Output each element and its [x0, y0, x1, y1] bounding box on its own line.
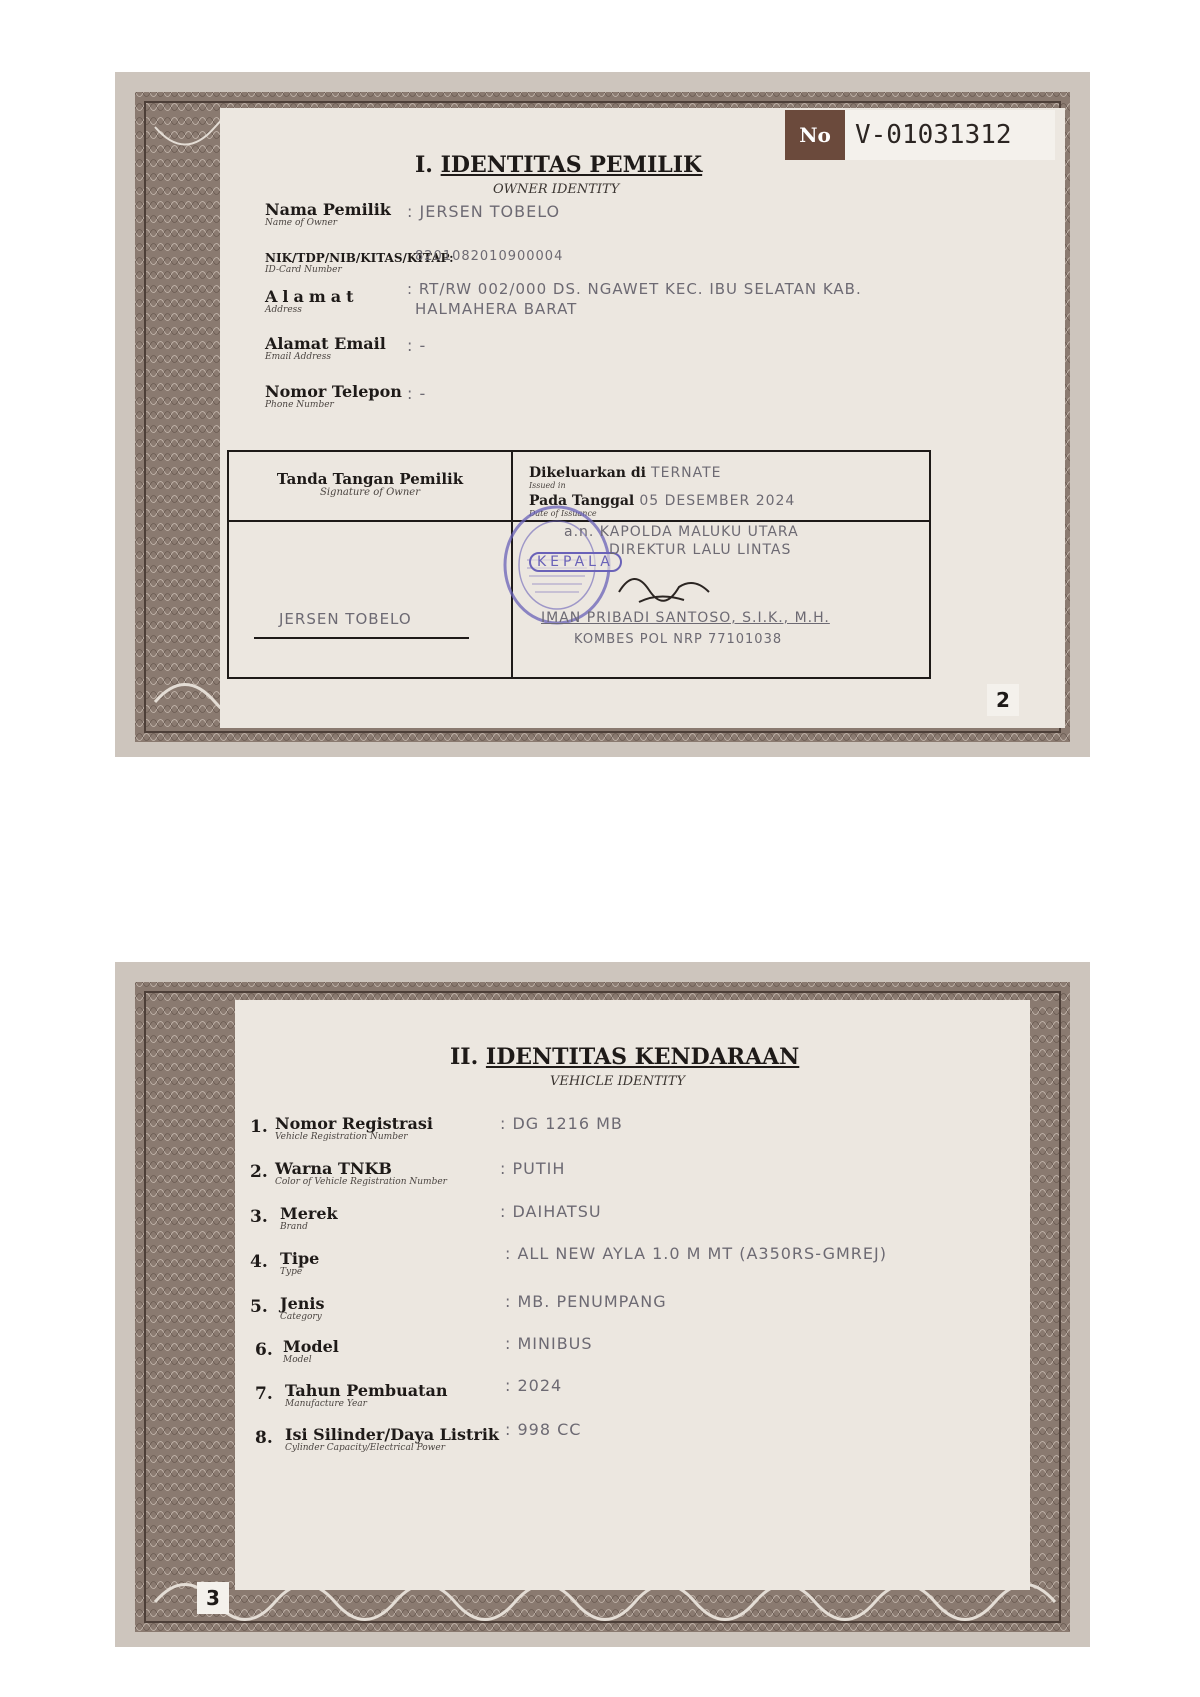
field-value: DAIHATSU: [512, 1202, 602, 1221]
page-number: 3: [197, 1582, 229, 1614]
field-value-model: : MINIBUS: [505, 1334, 593, 1353]
issued-label: Dikeluarkan di: [529, 465, 646, 481]
field-value: 2024: [517, 1376, 563, 1395]
field-number: 2.: [250, 1162, 268, 1182]
field-number: 3.: [250, 1207, 268, 1227]
field-value-address-line2: HALMAHERA BARAT: [415, 300, 578, 318]
field-sublabel: Brand: [280, 1222, 308, 1232]
field-engine-capacity: [285, 1425, 499, 1453]
field-number: 7.: [255, 1384, 273, 1404]
field-separator: :: [407, 280, 414, 298]
stamp-label: KEPALA: [529, 552, 622, 572]
field-value-registration-number: : DG 1216 MB: [500, 1114, 623, 1133]
official-signature: [609, 562, 719, 612]
issued-in: [529, 462, 722, 490]
field-owner-name: [265, 200, 391, 228]
field-label: Nama Pemilik: [265, 200, 391, 219]
field-label: Nomor Telepon: [265, 382, 402, 401]
field-value-id-number: [415, 249, 563, 264]
official-name: IMAN PRIBADI SANTOSO, S.I.K., M.H.: [541, 610, 830, 626]
field-number: 4.: [250, 1252, 268, 1272]
vehicle-identity-page: [115, 962, 1090, 1647]
field-address: [265, 287, 359, 315]
owner-signature-sublabel: Signature of Owner: [320, 487, 420, 498]
field-plate-color: [275, 1159, 447, 1187]
signature-line: [254, 637, 469, 639]
field-value-address: [407, 280, 862, 298]
section-title-text: IDENTITAS KENDARAAN: [485, 1044, 800, 1070]
official-rank: KOMBES POL NRP 77101038: [574, 632, 783, 647]
field-value: -: [419, 336, 427, 355]
number-label: No: [785, 110, 845, 160]
field-sublabel: Manufacture Year: [285, 1399, 367, 1409]
field-number: 8.: [255, 1428, 273, 1448]
field-label: NIK/TDP/NIB/KITAS/KITAP:: [265, 251, 454, 265]
owner-signature-name: JERSEN TOBELO: [279, 610, 412, 628]
section-title: [415, 152, 702, 178]
field-label: Tipe: [280, 1249, 320, 1268]
field-value-owner-name: [407, 202, 560, 221]
field-value: RT/RW 002/000 DS. NGAWET KEC. IBU SELATAN KAB.: [418, 280, 862, 298]
field-manufacture-year: [285, 1381, 448, 1409]
field-sublabel: Email Address: [265, 352, 331, 362]
field-value: DG 1216 MB: [512, 1114, 623, 1133]
field-value-engine-capacity: : 998 CC: [505, 1420, 582, 1439]
field-sublabel: Category: [280, 1312, 322, 1322]
number-value: V-01031312: [855, 120, 1012, 150]
section-title: [450, 1044, 799, 1070]
field-number: 1.: [250, 1117, 268, 1137]
field-label: Nomor Registrasi: [275, 1114, 433, 1133]
section-title-text: IDENTITAS PEMILIK: [440, 152, 703, 178]
field-value-manufacture-year: : 2024: [505, 1376, 563, 1395]
field-label: Warna TNKB: [275, 1159, 392, 1178]
field-separator: :: [407, 336, 414, 355]
field-value-phone: [407, 384, 426, 403]
field-sublabel: ID-Card Number: [265, 265, 342, 275]
field-label: Model: [283, 1337, 339, 1356]
field-model: [283, 1337, 339, 1365]
field-sublabel: Name of Owner: [265, 218, 338, 228]
section-subtitle: OWNER IDENTITY: [493, 182, 620, 197]
section-roman: II.: [450, 1044, 479, 1070]
field-value: MINIBUS: [517, 1334, 593, 1353]
field-sublabel: Cylinder Capacity/Electrical Power: [285, 1443, 446, 1453]
owner-identity-page: [115, 72, 1090, 757]
field-type: [280, 1249, 319, 1277]
field-value-category: : MB. PENUMPANG: [505, 1292, 667, 1311]
field-sublabel: Address: [265, 305, 302, 315]
field-number: 5.: [250, 1297, 268, 1317]
date-label: Pada Tanggal: [529, 493, 635, 509]
field-phone: [265, 382, 402, 410]
signature-table: [227, 450, 931, 679]
field-separator: :: [407, 384, 414, 403]
field-value: ALL NEW AYLA 1.0 M MT (A350RS-GMREJ): [517, 1244, 887, 1263]
field-sublabel: Color of Vehicle Registration Number: [275, 1177, 447, 1187]
field-value: 998 CC: [517, 1420, 582, 1439]
document-number-box: [785, 110, 1055, 160]
date-value: 05 DESEMBER 2024: [639, 493, 796, 509]
field-label: Alamat: [265, 287, 359, 306]
field-value-email: [407, 336, 426, 355]
field-label: Alamat Email: [265, 334, 386, 353]
field-sublabel: Model: [283, 1355, 312, 1365]
field-value: MB. PENUMPANG: [517, 1292, 667, 1311]
field-value: PUTIH: [512, 1159, 566, 1178]
official-line1: a.n. KAPOLDA MALUKU UTARA: [564, 524, 799, 540]
field-number: 6.: [255, 1340, 273, 1360]
field-label: Isi Silinder/Daya Listrik: [285, 1425, 499, 1444]
date-sublabel: Date of Issuance: [529, 509, 597, 518]
field-sublabel: Phone Number: [265, 400, 334, 410]
field-value-type: : ALL NEW AYLA 1.0 M MT (A350RS-GMREJ): [505, 1244, 887, 1263]
field-email: [265, 334, 386, 362]
section-roman: I.: [415, 152, 433, 178]
issued-sublabel: Issued in: [529, 481, 566, 490]
field-value: 8201082010900004: [415, 249, 564, 264]
field-registration-number: [275, 1114, 433, 1142]
field-sublabel: Type: [280, 1267, 303, 1277]
field-label: Tahun Pembuatan: [285, 1381, 448, 1400]
field-brand: [280, 1204, 338, 1232]
owner-signature-label: Tanda Tangan Pemilik: [276, 470, 464, 488]
field-sublabel: Vehicle Registration Number: [275, 1132, 408, 1142]
section-subtitle: VEHICLE IDENTITY: [550, 1074, 686, 1089]
field-label: Merek: [280, 1204, 338, 1223]
field-separator: :: [407, 202, 414, 221]
official-line2: DIREKTUR LALU LINTAS: [609, 542, 792, 558]
field-category: [280, 1294, 324, 1322]
field-value: -: [419, 384, 427, 403]
field-label: Jenis: [280, 1294, 325, 1313]
field-value-brand: : DAIHATSU: [500, 1202, 602, 1221]
field-value: JERSEN TOBELO: [419, 202, 561, 221]
owner-signature-header: [229, 470, 511, 497]
field-value-plate-color: : PUTIH: [500, 1159, 566, 1178]
issued-value: TERNATE: [651, 465, 722, 481]
page-number: 2: [987, 684, 1019, 716]
